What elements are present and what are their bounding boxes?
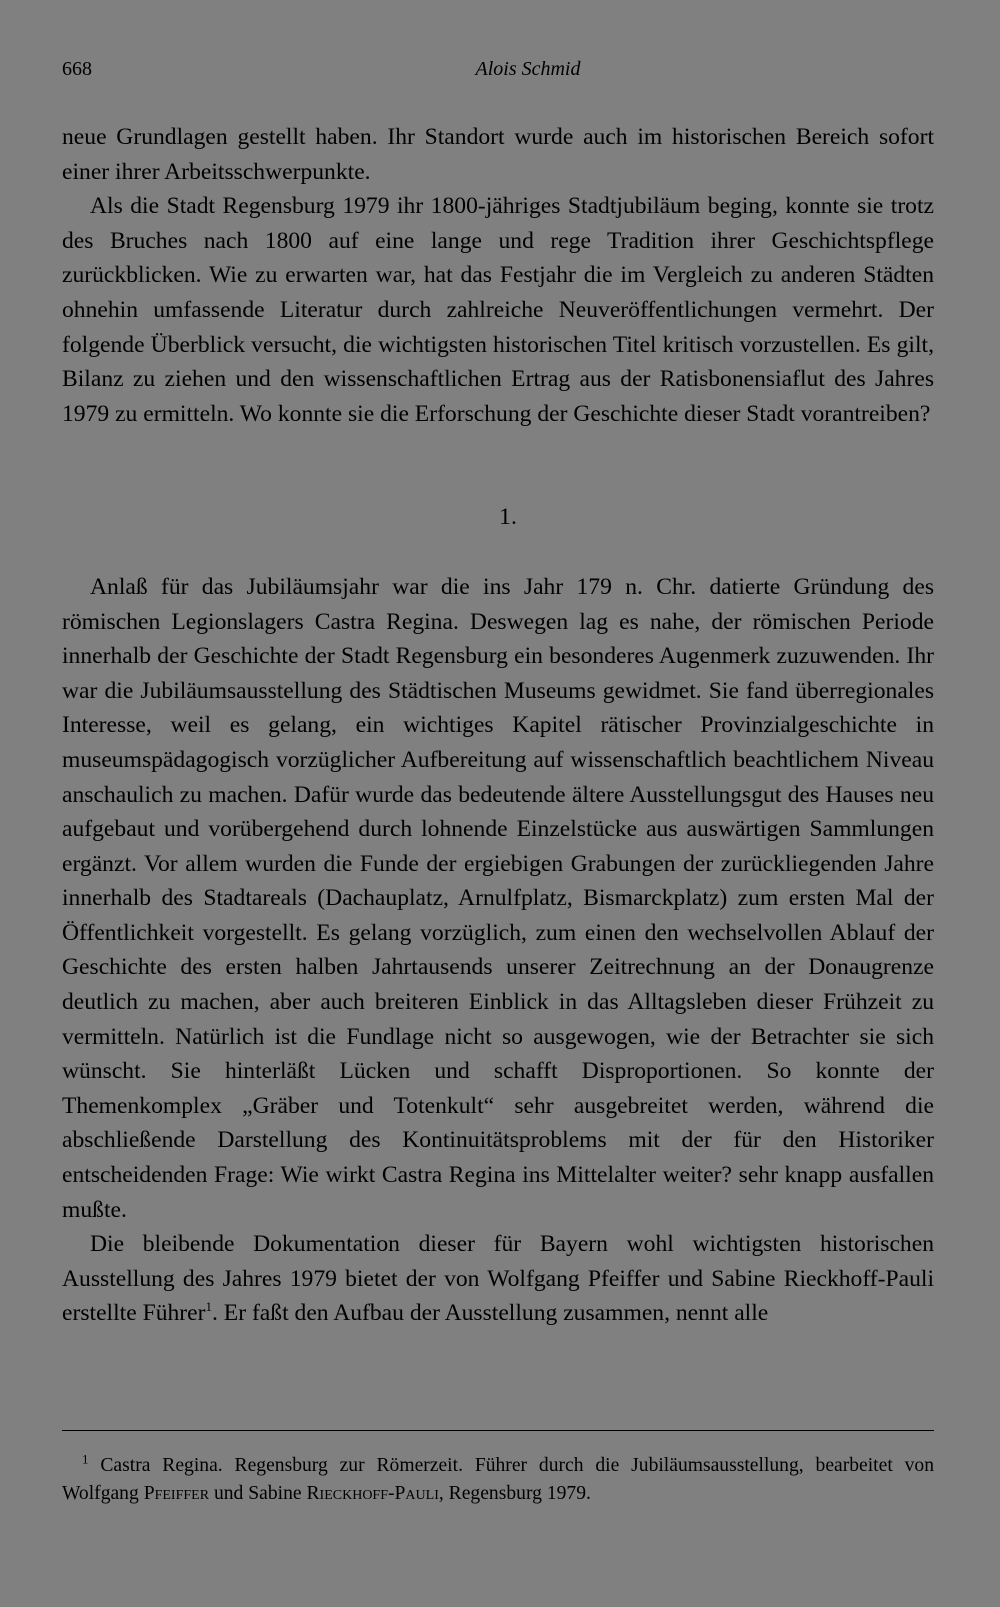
footnote-reference: 1: [205, 1299, 212, 1315]
paragraph-text: Die bleibende Dokumentation dieser für Bayern wohl wichtigsten historischen Ausstellung des Jahres 1979 bietet der von Wolfgang Pfeiffer und Sabine Rieckhoff-Pauli erstellte Führer: [62, 1231, 934, 1327]
footnote-separator: [62, 1430, 934, 1431]
page-header: [62, 58, 934, 88]
section-number: 1.: [499, 504, 517, 531]
author-name: Rieckhoff-Pauli: [306, 1483, 439, 1504]
footnote-marker: 1: [82, 1451, 89, 1467]
body-text: [62, 120, 934, 1331]
footnote-text: und Sabine: [213, 1483, 302, 1504]
footnotes: [62, 1452, 934, 1508]
paragraph: [62, 1227, 934, 1331]
paragraph: neue Grundlagen gestellt haben. Ihr Standort wurde auch im historischen Bereich sofort einer ihrer Arbeitsschwerpunkte.: [62, 124, 934, 185]
footnote: [62, 1452, 934, 1508]
paragraph: Anlaß für das Jubiläumsjahr war die ins Jahr 179 n. Chr. datierte Gründung des römischen Legionslagers Castra Regina. Deswegen lag es nahe, der römischen Periode innerhalb der Geschichte der Stadt Regensburg ein besonderes Augenmerk zuzuwenden. Ihr war die Jubiläumsausstellung des Städtischen Museums gewidmet. Sie fand überregionales Interesse, weil es gelang, ein wichtiges Kapitel rätischer Provinzialgeschichte in museumspädagogisch vorzüglicher Aufbereitung auf wissenschaftlich beachtlichem Niveau anschaulich zu machen. Dafür wurde das bedeutende ältere Ausstellungsgut des Hauses neu aufgebaut und vorübergehend durch lohnende Einzelstücke aus auswärtigen Sammlungen ergänzt. Vor allem wurden die Funde der ergiebigen Grabungen der zurückliegenden Jahre innerhalb des Stadtareals (Dachauplatz, Arnulfplatz, Bismarckplatz) zum ersten Mal der Öffentlichkeit vorgestellt. Es gelang vorzüglich, zum einen den wechselvollen Ablauf der Geschichte des ersten halben Jahrtausends unserer Zeitrechnung an der Donaugrenze deutlich zu machen, aber auch breiteren Einblick in das Alltagsleben dieser Frühzeit zu vermitteln. Natürlich ist die Fundlage nicht so ausgewogen, wie der Betrachter sie sich wünscht. Sie hinterläßt Lücken und schafft Disproportionen. So konnte der Themenkomplex „Gräber und Totenkult“ sehr ausgebreitet werden, während die abschließende Darstellung des Kontinuitätsproblems mit der für den Historiker entscheidenden Frage: Wie wirkt Castra Regina ins Mittelalter weiter? sehr knapp ausfallen mußte.: [62, 573, 934, 1223]
page-number: 668: [62, 58, 92, 80]
footnote-text: , Regensburg 1979.: [438, 1483, 591, 1504]
running-head: Alois Schmid: [475, 58, 581, 80]
paragraph: Als die Stadt Regensburg 1979 ihr 1800-jähriges Stadtjubiläum beging, konnte sie trotz des Bruches nach 1800 auf eine lange und rege Tradition ihrer Geschichtspflege zurückblicken. Wie zu erwarten war, hat das Festjahr die im Vergleich zu anderen Städten ohnehin umfassende Literatur durch zahlreiche Neuveröffentlichungen vermehrt. Der folgende Überblick versucht, die wichtigsten historischen Titel kritisch vorzustellen. Es gilt, Bilanz zu ziehen und den wissenschaftlichen Ertrag aus der Ratisbonensiaflut des Jahres 1979 zu ermitteln. Wo konnte sie die Erforschung der Geschichte dieser Stadt vorantreiben?: [62, 193, 934, 427]
footnote-text: Castra Regina. Regensburg zur Römerzeit. Führer durch die Jubiläumsausstellung, bearbeitet von Wolfgang: [62, 1455, 934, 1504]
author-name: Pfeiffer: [143, 1483, 210, 1504]
paragraph-text: . Er faßt den Aufbau der Ausstellung zusammen, nennt alle: [211, 1300, 769, 1327]
